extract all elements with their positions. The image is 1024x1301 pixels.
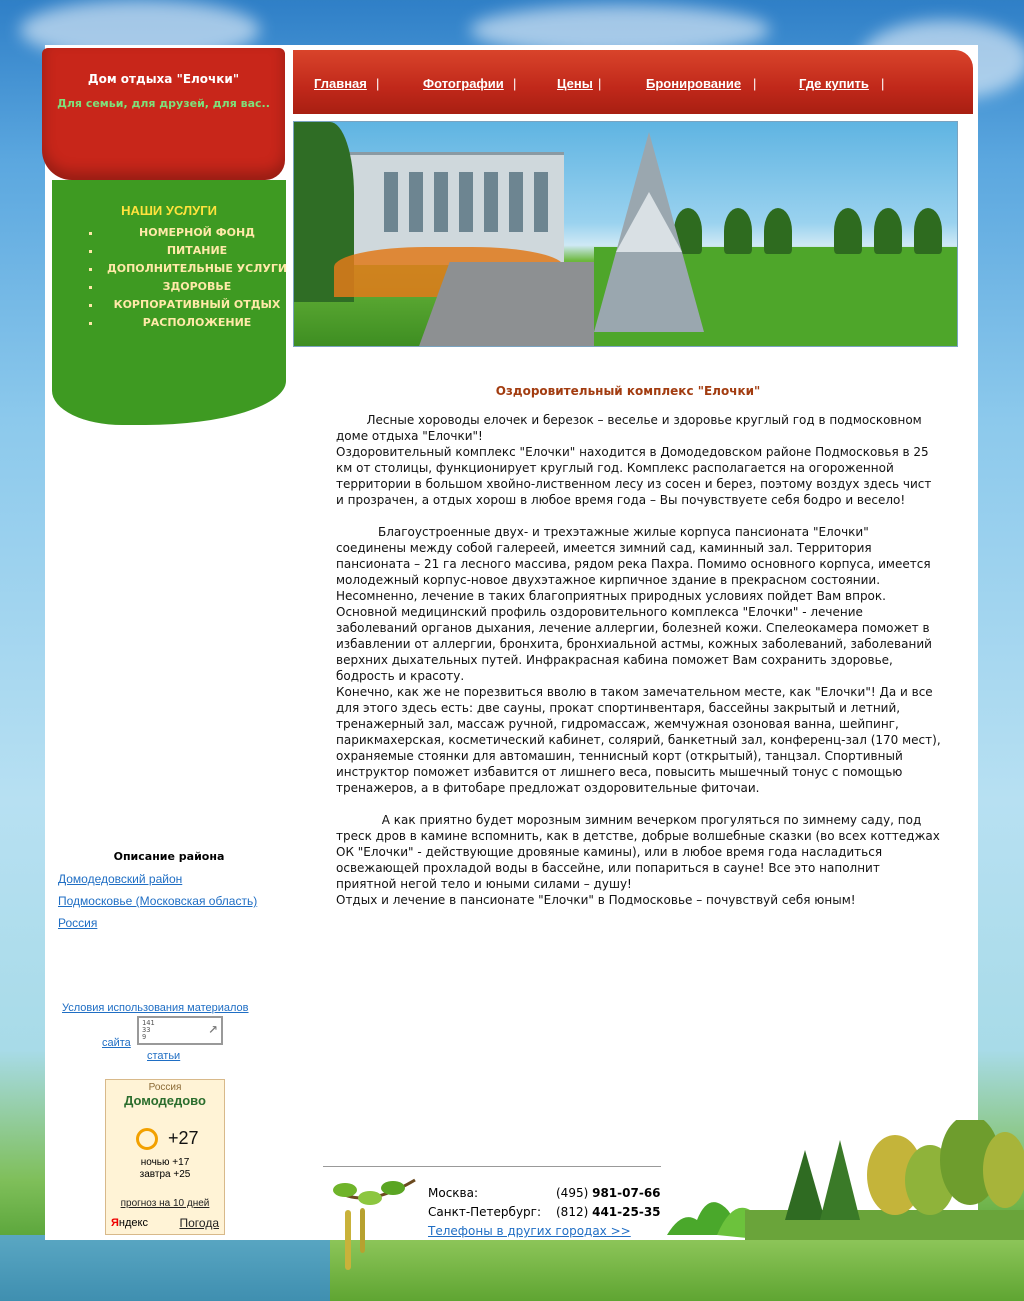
content-body bbox=[336, 412, 942, 908]
nav-photos[interactable]: Фотографии bbox=[423, 76, 504, 91]
spb-code: (812) bbox=[556, 1205, 589, 1219]
nav-separator: | bbox=[513, 76, 517, 91]
arrow-up-right-icon: ↗ bbox=[208, 1018, 218, 1037]
service-item-rooms[interactable]: ▪ НОМЕРНОЙ ФОНД bbox=[102, 224, 292, 242]
city-spb: Санкт-Петербург: bbox=[428, 1205, 542, 1219]
paragraph: Несомненно, лечение в таких благоприятных природных условиях пойдет Вам впрок. Основной медицинский профиль оздоровительного комплекса "Елочки" - лечение заболеваний органов дыхания, лечение аллергии, болезней кожи. Спелеокамера поможет в избавлении от аллергии, бронхита, бронхиальной астмы, кожных заболеваний, заболеваний верхних дыхательных путей. Инфракрасная кабина поможет Вам сохранить здоровье, бодрость и красоту. bbox=[336, 589, 932, 683]
other-cities-link[interactable]: Телефоны в других городах >> bbox=[428, 1224, 631, 1238]
site-link[interactable]: сайта bbox=[102, 1037, 131, 1049]
window-shape bbox=[434, 172, 448, 232]
city-moscow: Москва: bbox=[428, 1186, 479, 1200]
footer-divider bbox=[323, 1166, 661, 1167]
nav-separator: | bbox=[753, 76, 757, 91]
articles-link[interactable]: статьи bbox=[147, 1050, 181, 1062]
forecast-link[interactable]: прогноз на 10 дней bbox=[120, 1198, 210, 1209]
content-title: Оздоровительный комплекс "Елочки" bbox=[495, 384, 761, 398]
weather-tomorrow: завтра +25 bbox=[139, 1169, 191, 1180]
window-shape bbox=[459, 172, 473, 232]
window-shape bbox=[409, 172, 423, 232]
spb-number: 441-25-35 bbox=[592, 1205, 661, 1219]
weather-night: ночью +17 bbox=[140, 1157, 190, 1168]
service-item-food[interactable]: ▪ ПИТАНИЕ bbox=[102, 242, 292, 260]
weather-city: Домодедово bbox=[124, 1093, 206, 1108]
tagline: Для семьи, для друзей, для вас.. bbox=[57, 97, 270, 110]
nav-separator: | bbox=[598, 76, 602, 91]
top-navigation bbox=[293, 50, 973, 114]
counter-line: 141 bbox=[142, 1019, 155, 1027]
paragraph: А как приятно будет морозным зимним вечерком прогуляться по зимнему саду, под треск дров в камине вспомнить, как в детстве, добрые волшебные сказки (во всех коттеджах ОК "Елочки" - действующие дровяные камины), или в любое время года насладиться освежающей прохладой воды в бассейне, или попариться в сауне! Все это наполнит приятной негой тело и юными силами – душу! bbox=[336, 813, 944, 891]
moscow-number: 981-07-66 bbox=[592, 1186, 661, 1200]
region-link-moscow-oblast[interactable]: Подмосковье (Московская область) bbox=[58, 894, 258, 908]
weather-widget[interactable] bbox=[105, 1079, 225, 1235]
tree-shape bbox=[914, 208, 942, 254]
services-list bbox=[82, 224, 292, 332]
window-shape bbox=[484, 172, 498, 232]
weather-temperature: +27 bbox=[168, 1128, 199, 1148]
weather-country: Россия bbox=[148, 1082, 182, 1093]
region-title: Описание района bbox=[113, 850, 225, 863]
banner-image bbox=[293, 121, 958, 347]
nav-separator: | bbox=[376, 76, 380, 91]
tree-shape bbox=[834, 208, 862, 254]
tree-shape bbox=[724, 208, 752, 254]
service-item-location[interactable]: ▪ РАСПОЛОЖЕНИЕ bbox=[102, 314, 292, 332]
lake-decoration bbox=[0, 1235, 330, 1301]
service-item-extra[interactable]: ▪ ДОПОЛНИТЕЛЬНЫЕ УСЛУГИ bbox=[102, 260, 292, 278]
brand-block bbox=[42, 48, 285, 180]
nav-prices[interactable]: Цены bbox=[557, 76, 593, 91]
nav-where-to-buy[interactable]: Где купить bbox=[799, 76, 869, 91]
services-title: НАШИ УСЛУГИ bbox=[121, 203, 217, 218]
paragraph: Отдых и лечение в пансионате "Елочки" в Подмосковье – почувствуй себя юным! bbox=[336, 893, 856, 907]
forest-illustration bbox=[745, 1120, 1024, 1240]
terms-link[interactable]: Условия использования материалов bbox=[62, 1002, 249, 1014]
counter-line: 9 bbox=[142, 1033, 147, 1041]
window-shape bbox=[384, 172, 398, 232]
region-link-domodedovo[interactable]: Домодедовский район bbox=[58, 872, 183, 886]
birch-branch-icon bbox=[325, 1170, 420, 1275]
nav-booking[interactable]: Бронирование bbox=[646, 76, 742, 91]
sun-icon bbox=[136, 1128, 158, 1150]
pogoda-link[interactable]: Погода bbox=[179, 1216, 219, 1230]
counter-line: 33 bbox=[142, 1026, 151, 1034]
grass-decoration bbox=[330, 1238, 1024, 1301]
yandex-logo: Яндекс bbox=[111, 1217, 148, 1229]
region-link-russia[interactable]: Россия bbox=[58, 916, 98, 930]
paragraph: Оздоровительный комплекс "Елочки" находится в Домодедовском районе Подмосковья в 25 км от столицы, функционирует круглый год. Комплекс располагается на огороженной территории в большом хвойно-лиственном лесу из сосен и берез, поэтому воздух здесь чист и прозрачен, а отдых хорош в любое время года – Вы почувствуете себя бодро и весело! bbox=[336, 445, 932, 507]
site-title: Дом отдыха "Елочки" bbox=[87, 72, 240, 86]
window-shape bbox=[509, 172, 523, 232]
contact-phones bbox=[428, 1184, 662, 1241]
visitor-counter[interactable] bbox=[137, 1016, 223, 1045]
service-item-corporate[interactable]: ▪ КОРПОРАТИВНЫЙ ОТДЫХ bbox=[102, 296, 292, 314]
tree-shape bbox=[764, 208, 792, 254]
nav-separator: | bbox=[881, 76, 885, 91]
window-shape bbox=[534, 172, 548, 232]
nav-home[interactable]: Главная bbox=[314, 76, 367, 91]
services-menu bbox=[52, 180, 286, 425]
service-item-health[interactable]: ▪ ЗДОРОВЬЕ bbox=[102, 278, 292, 296]
squirrel-icon bbox=[662, 1190, 752, 1240]
tree-shape bbox=[874, 208, 902, 254]
paragraph: Лесные хороводы елочек и березок – веселье и здоровье круглый год в подмосковном доме отдыха "Елочки"! bbox=[336, 413, 926, 443]
sculpture-detail bbox=[616, 192, 682, 252]
paragraph: Конечно, как же не порезвиться вволю в таком замечательном месте, как "Елочки"! Да и все для этого здесь есть: две сауны, прокат спортинвентаря, бассейны закрытый и летний, тренажерный зал, массаж ручной, гидромассаж, жемчужная озоновая ванна, шейпинг, парикмахерская, косметический кабинет, солярий, банкетный зал, конференц-зал (170 мест), охраняемые стоянки для автомашин, теннисный корт (открытый), танцзал. Спортивный инструктор поможет избавится от лишнего веса, повысить мышечный тонус с помощью тренажеров, а в фитобаре предложат оздоровительные фиточаи. bbox=[336, 685, 941, 795]
moscow-code: (495) bbox=[556, 1186, 589, 1200]
paragraph: Благоустроенные двух- и трехэтажные жилые корпуса пансионата "Елочки" соединены между собой галереей, имеется зимний сад, каминный зал. Территория пансионата – 21 га лесного массива, рядом река Пахра. Помимо основного корпуса, имеется молодежный корпус-новое двухэтажное кирпичное здание в прекрасном состоянии. bbox=[336, 525, 935, 587]
